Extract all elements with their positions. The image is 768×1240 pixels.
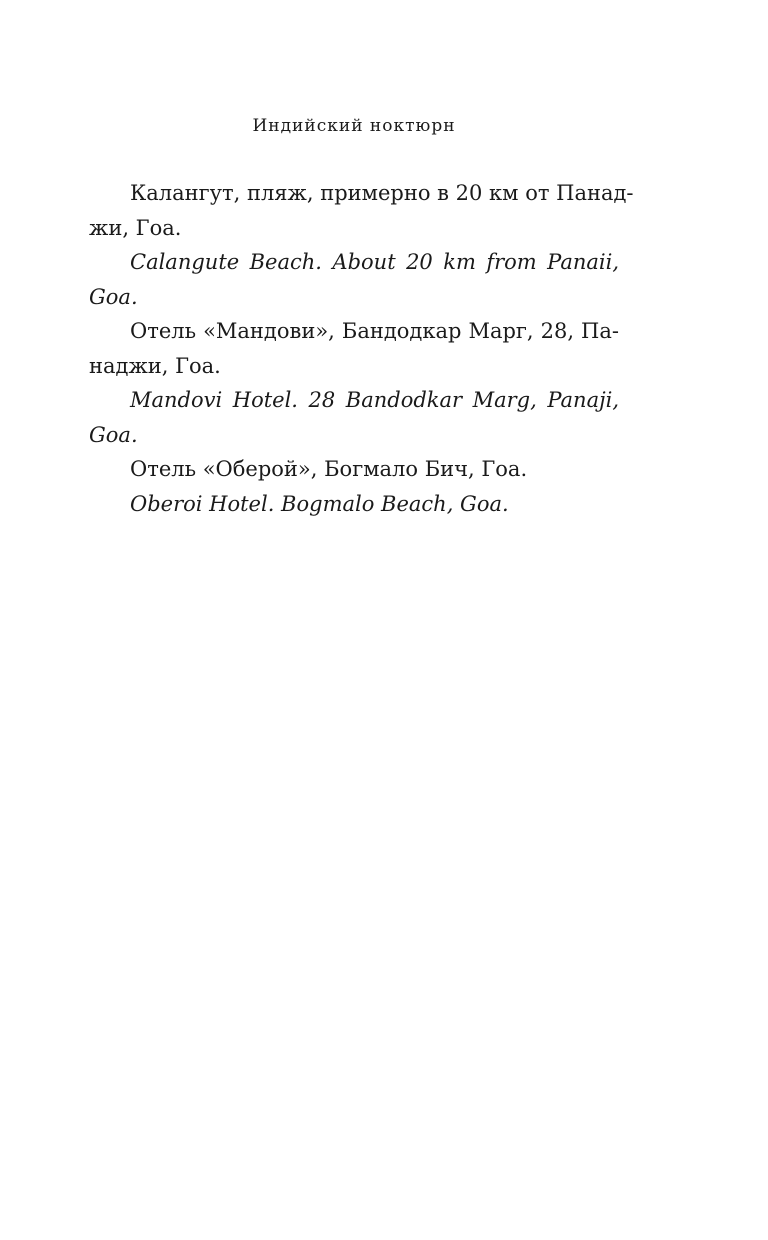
running-head: Индийский ноктюрн [252, 116, 456, 136]
paragraph-mandovi-en [89, 383, 619, 452]
text-line: Отель «Оберой», Богмало Бич, Гоа. [130, 457, 528, 481]
text-line: Goa. [89, 284, 138, 309]
body-text [89, 176, 634, 521]
text-line: Calangute Beach. About 20 km from Panaii, [130, 250, 619, 274]
text-line: Goa. [89, 422, 138, 447]
paragraph-oberoi-ru [89, 452, 619, 487]
paragraph-calangute-ru [89, 176, 634, 245]
text-line: жи, Гоа. [89, 215, 182, 240]
text-line: Oberoi Hotel. Bogmalo Beach, Goa. [130, 491, 509, 516]
paragraph-mandovi-ru [89, 314, 619, 383]
text-line: наджи, Гоа. [89, 353, 221, 378]
text-line: Калангут, пляж, примерно в 20 км от Панад- [130, 181, 634, 205]
text-line: Отель «Мандови», Бандодкар Марг, 28, Па- [130, 319, 619, 343]
paragraph-oberoi-en [89, 487, 619, 522]
text-line: Mandovi Hotel. 28 Bandodkar Marg, Panaji, [130, 388, 619, 412]
paragraph-calangute-en [89, 245, 619, 314]
